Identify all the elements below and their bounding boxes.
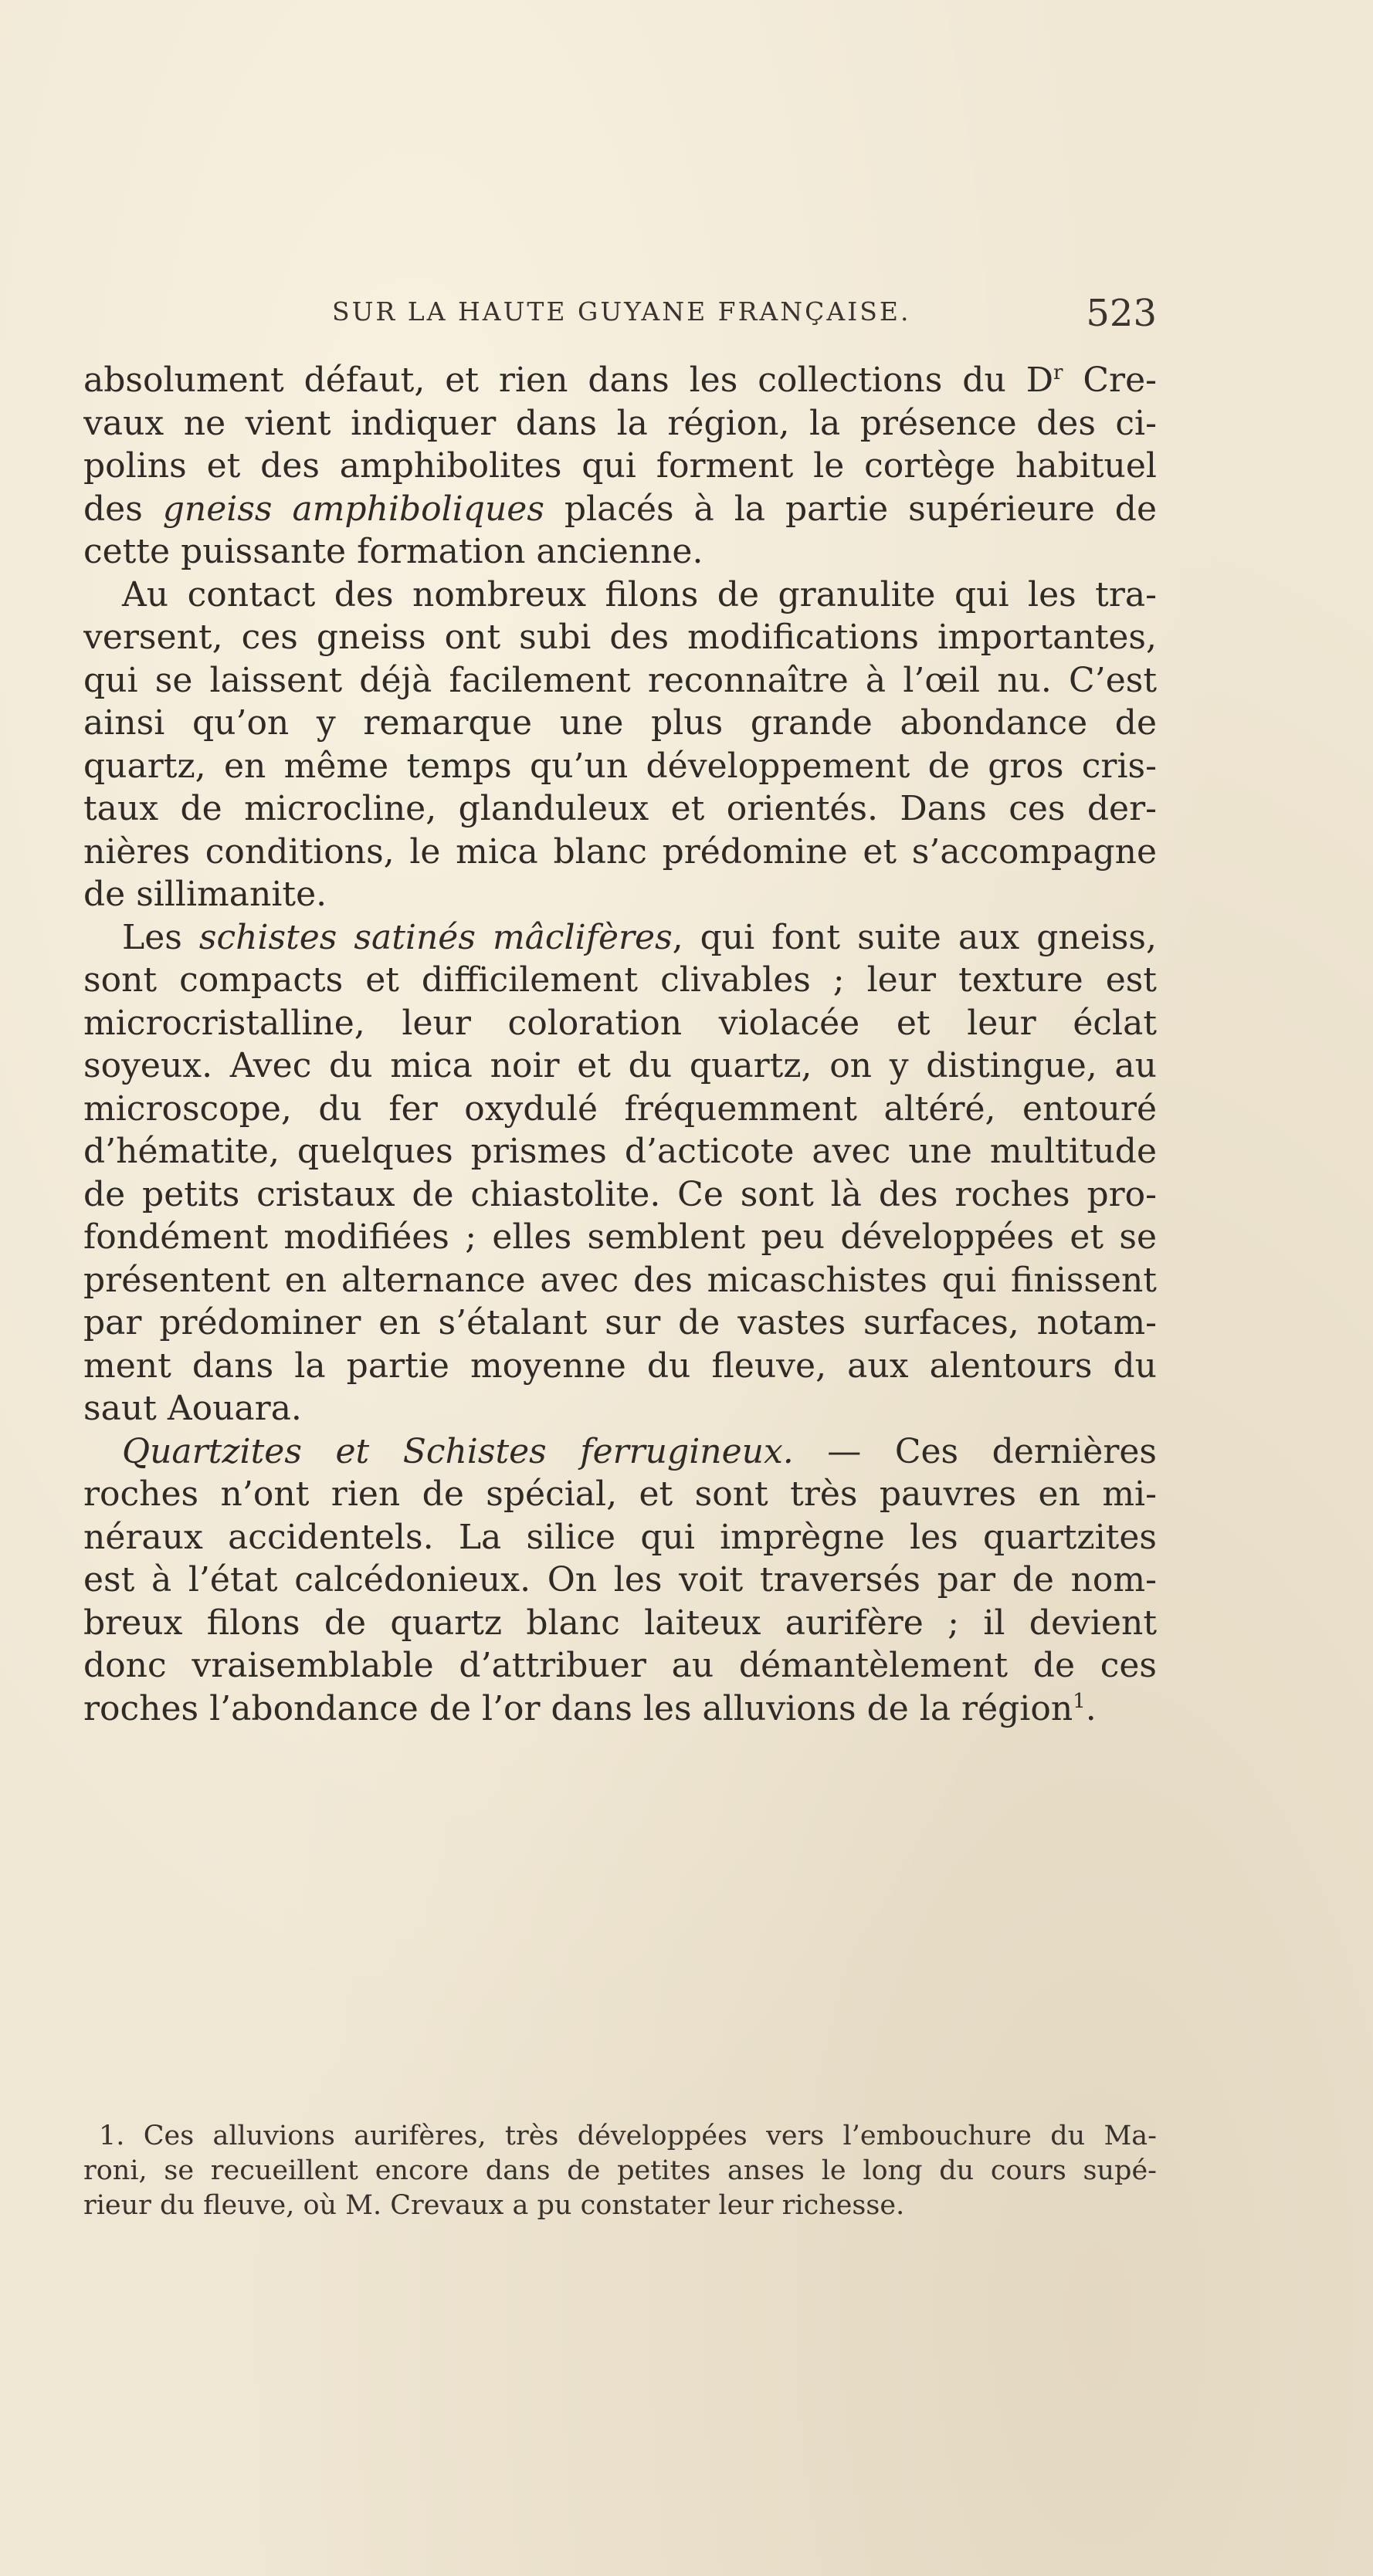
text-run: placés à la partie supérieure de [544, 489, 1157, 529]
text-run: par prédominer en s’étalant sur de vastes surfaces, notam- [83, 1303, 1157, 1342]
text-line [83, 402, 1157, 445]
text-line [83, 1345, 1157, 1388]
text-run: microcristalline, leur coloration violacée et leur éclat [83, 1003, 1157, 1043]
paragraph [83, 1430, 1157, 1731]
paragraph [83, 574, 1157, 916]
body-text [83, 359, 1157, 1730]
text-run: microscope, du fer oxydulé fréquemment altéré, entouré [83, 1088, 1157, 1129]
text-run: versent, ces gneiss ont subi des modifications importantes, [83, 618, 1157, 657]
superscript: 1 [1073, 1689, 1086, 1713]
text-line [83, 1644, 1157, 1687]
text-run: néraux accidentels. La silice qui imprègne les quartzites [83, 1517, 1157, 1557]
text-run: soyeux. Avec du mica noir et du quartz, on y distingue, au [83, 1046, 1157, 1085]
paragraph [83, 916, 1157, 1430]
running-title: SUR LA HAUTE GUYANE FRANÇAISE. [332, 296, 911, 327]
page-header [83, 292, 1157, 338]
text-run: breux filons de quartz blanc laiteux aurifère ; il devient [83, 1603, 1157, 1643]
text-line [83, 1173, 1157, 1217]
text-line [83, 831, 1157, 874]
text-line [83, 1002, 1157, 1045]
italic-text: schistes satinés mâclifères [198, 917, 673, 957]
text-line [83, 574, 1157, 617]
text-line [83, 1044, 1157, 1088]
text-line [83, 873, 1157, 916]
footnote-line [83, 2154, 1157, 2188]
text-line [83, 1687, 1157, 1731]
text-run: taux de microcline, glanduleux et orientés. Dans ces der- [83, 789, 1157, 828]
text-run: cette puissante formation ancienne. [83, 532, 703, 571]
text-run: roches l’abondance de l’or dans les alluvions de la région [83, 1688, 1073, 1728]
text-line [83, 445, 1157, 488]
italic-text: Quartzites et Schistes ferrugineux. [122, 1431, 794, 1471]
text-run: Cre- [1063, 361, 1157, 400]
text-run: Les [122, 917, 199, 957]
text-run: qui se laissent déjà facilement reconnaître à l’œil nu. C’est [83, 660, 1157, 700]
text-run: polins et des amphibolites qui forment le cortège habituel [83, 446, 1157, 486]
text-line [83, 488, 1157, 531]
text-run: d’hématite, quelques prismes d’acticote avec une multitude [83, 1132, 1157, 1171]
footnote-line [83, 2119, 1157, 2154]
text-run: roches n’ont rien de spécial, et sont très pauvres en mi- [83, 1474, 1157, 1514]
text-run: quartz, en même temps qu’un développement de gros cris- [83, 746, 1157, 786]
text-line [83, 1516, 1157, 1559]
text-run: présentent en alternance avec des micaschistes qui finissent [83, 1260, 1157, 1300]
text-line [83, 1216, 1157, 1259]
text-line [83, 530, 1157, 574]
text-run: ment dans la partie moyenne du fleuve, aux alentours du [83, 1346, 1157, 1386]
text-line [83, 1473, 1157, 1516]
text-line [83, 1430, 1157, 1474]
text-line [83, 1602, 1157, 1645]
text-run: des [83, 489, 163, 529]
paragraph [83, 359, 1157, 574]
text-run: de sillimanite. [83, 875, 327, 914]
text-run: — Ces dernières [793, 1431, 1157, 1471]
text-run: vaux ne vient indiquer dans la région, la présence des ci- [83, 403, 1157, 443]
text-line [83, 916, 1157, 960]
italic-text: gneiss amphiboliques [162, 489, 544, 529]
superscript: r [1053, 361, 1063, 384]
text-run: fondément modifiées ; elles semblent peu développées et se [83, 1217, 1157, 1257]
text-run: de petits cristaux de chiastolite. Ce sont là des roches pro- [83, 1174, 1157, 1214]
text-line [83, 1259, 1157, 1302]
text-run: absolument défaut, et rien dans les collections du D [83, 361, 1054, 400]
text-run: 1. Ces alluvions aurifères, très développées vers l’embouchure du Ma- [99, 2121, 1157, 2151]
text-line [83, 959, 1157, 1002]
text-run: donc vraisemblable d’attribuer au démantèlement de ces [83, 1646, 1157, 1685]
text-run: saut Aouara. [83, 1389, 302, 1428]
text-line [83, 659, 1157, 702]
text-line [83, 1302, 1157, 1345]
text-line [83, 616, 1157, 659]
text-run: est à l’état calcédonieux. On les voit traversés par de nom- [83, 1560, 1157, 1599]
page-number: 523 [1086, 292, 1157, 335]
text-line [83, 1387, 1157, 1430]
text-run: ainsi qu’on y remarque une plus grande abondance de [83, 703, 1157, 743]
text-line [83, 702, 1157, 745]
text-run: sont compacts et difficilement clivables ; leur texture est [83, 960, 1157, 1000]
text-line [83, 1559, 1157, 1602]
text-line [83, 1130, 1157, 1173]
text-run: rieur du fleuve, où M. Crevaux a pu constater leur richesse. [83, 2190, 905, 2221]
footnote-line [83, 2188, 1157, 2223]
text-run: . [1085, 1688, 1097, 1728]
text-line [83, 359, 1157, 402]
text-line [83, 1088, 1157, 1131]
text-line [83, 745, 1157, 788]
text-line [83, 787, 1157, 831]
text-run: nières conditions, le mica blanc prédomine et s’accompagne [83, 831, 1157, 872]
text-run: roni, se recueillent encore dans de petites anses le long du cours supé- [83, 2155, 1157, 2186]
text-run: , qui font suite aux gneiss, [672, 917, 1157, 957]
text-run: Au contact des nombreux filons de granulite qui les tra- [122, 574, 1157, 614]
footnote [83, 2119, 1157, 2223]
